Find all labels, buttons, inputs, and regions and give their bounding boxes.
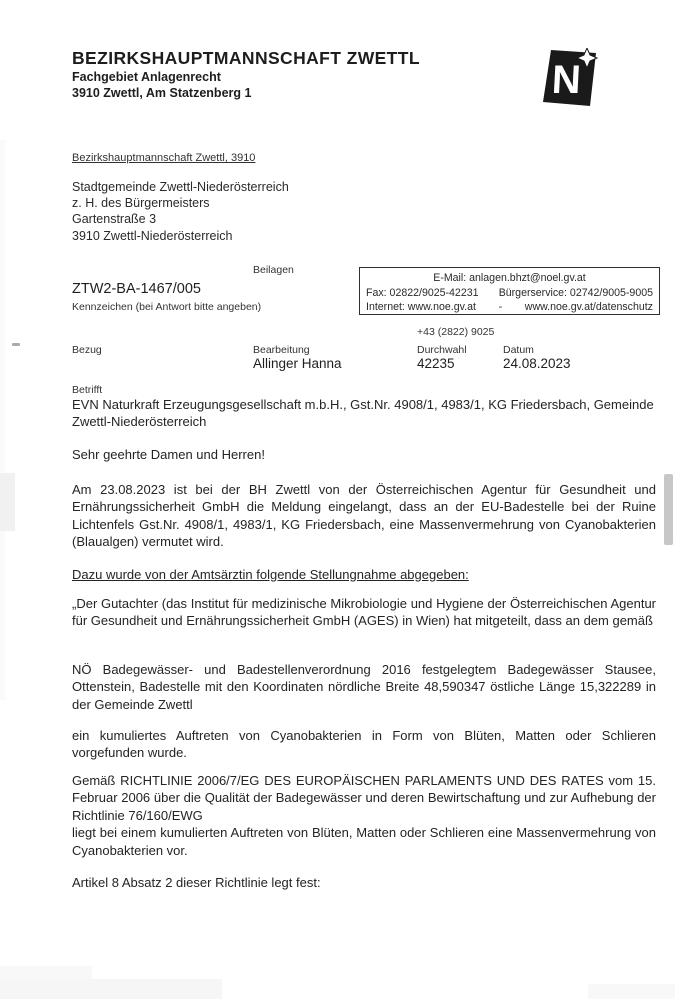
subject-text: EVN Naturkraft Erzeugungsgesellschaft m.b.H., Gst.Nr. 4908/1, 4983/1, KG Friedersbach, Gemeinde Zwettl-Niederösterreich [72, 397, 654, 430]
sender-return-line: Bezirkshauptmannschaft Zwettl, 3910 [72, 152, 256, 164]
betrifft-label: Betrifft [72, 384, 103, 396]
fold-mark [12, 343, 20, 346]
phone-prefix: +43 (2822) 9025 [417, 326, 495, 338]
contact-buergerservice: Bürgerservice: 02742/9005-9005 [498, 286, 653, 299]
page-edge-strip [0, 140, 5, 700]
beilagen-label: Beilagen [253, 264, 294, 276]
bezug-label: Bezug [72, 344, 102, 356]
contact-info-box [359, 267, 660, 315]
statement-heading: Dazu wurde von der Amtsärztin folgende Stellungnahme abgegeben: [72, 567, 469, 582]
bearbeitung-value: Allinger Hanna [253, 356, 342, 371]
department-line: Fachgebiet Anlagenrecht [72, 70, 221, 84]
contact-internet: Internet: www.noe.gv.at [366, 301, 476, 313]
durchwahl-label: Durchwahl [417, 344, 467, 356]
niederoesterreich-logo-icon [541, 48, 599, 108]
contact-email: E-Mail: anlagen.bhzt@noel.gv.at [433, 272, 586, 284]
paragraph-report-notice: Am 23.08.2023 ist bei der BH Zwettl von der Österreichischen Agentur für Gesundheit und Ernährungssicherheit GmbH die Meldung eingelangt, dass an der EU-Badestelle bei der Ruine Lichtenfels Gst.Nr. 4908/1, 4983/1, KG Friedersbach, eine Massenvermehrung von Cyanobakterien (Blaualgen) vermutet wird. [72, 482, 656, 550]
recipient-line: Gartenstraße 3 [72, 212, 157, 227]
recipient-address-block [72, 179, 289, 244]
contact-datenschutz: www.noe.gv.at/datenschutz [524, 301, 653, 313]
page-bottom-shade [588, 984, 675, 999]
page-bottom-shade [0, 979, 222, 999]
scrollbar-thumb[interactable] [664, 474, 673, 545]
authority-title: BEZIRKSHAUPTMANNSCHAFT ZWETTL [72, 48, 420, 68]
datum-label: Datum [503, 344, 534, 356]
authority-address-line: 3910 Zwettl, Am Statzenberg 1 [72, 86, 252, 100]
paragraph-cyanobacteria-found: ein kumuliertes Auftreten von Cyanobakterien in Form von Blüten, Matten oder Schlieren vorgefunden wurde. [72, 728, 656, 761]
paragraph-bathing-site: NÖ Badegewässer- und Badestellenverordnung 2016 festgelegtem Badegewässer Stausee, Ottenstein, Badestelle mit den Koordinaten nördliche Breite 48,590347 östliche Länge 15,322289 in der Gemeinde Zwettl [72, 662, 656, 712]
recipient-line: 3910 Zwettl-Niederösterreich [72, 228, 233, 243]
contact-fax: Fax: 02822/9025-42231 [366, 286, 479, 299]
kennzeichen-label: Kennzeichen (bei Antwort bitte angeben) [72, 301, 262, 313]
bearbeitung-label: Bearbeitung [253, 344, 310, 356]
recipient-line: z. H. des Bürgermeisters [72, 196, 210, 211]
paragraph-eu-directive-part1: Gemäß RICHTLINIE 2006/7/EG DES EUROPÄISCHEN PARLAMENTS UND DES RATES vom 15. Februar 2006 über die Qualität der Badegewässer und deren Bewirtschaftung und zur Aufhebung der Richtlinie 76/160/EWG [72, 773, 656, 823]
paragraph-eu-directive [72, 772, 656, 859]
scan-smudge [0, 473, 15, 531]
paragraph-eu-directive-part2: liegt bei einem kumulierten Auftreten von Blüten, Matten oder Schlieren eine Massenvermehrung von Cyanobakterien vor. [72, 825, 656, 858]
logo-letter: N [550, 58, 582, 102]
paragraph-expert-quote: „Der Gutachter (das Institut für medizinische Mikrobiologie und Hygiene der Österreichischen Agentur für Gesundheit und Ernährungssicherheit GmbH (AGES) in Wien) hat mitgeteilt, dass an dem gemäß [72, 596, 656, 629]
contact-separator: - [498, 301, 503, 313]
paragraph-article8: Artikel 8 Absatz 2 dieser Richtlinie legt fest: [72, 875, 321, 890]
kennzeichen-value: ZTW2-BA-1467/005 [72, 281, 201, 297]
datum-value: 24.08.2023 [503, 356, 571, 371]
salutation: Sehr geehrte Damen und Herren! [72, 447, 265, 462]
recipient-line: Stadtgemeinde Zwettl-Niederösterreich [72, 180, 289, 194]
durchwahl-value: 42235 [417, 356, 455, 371]
